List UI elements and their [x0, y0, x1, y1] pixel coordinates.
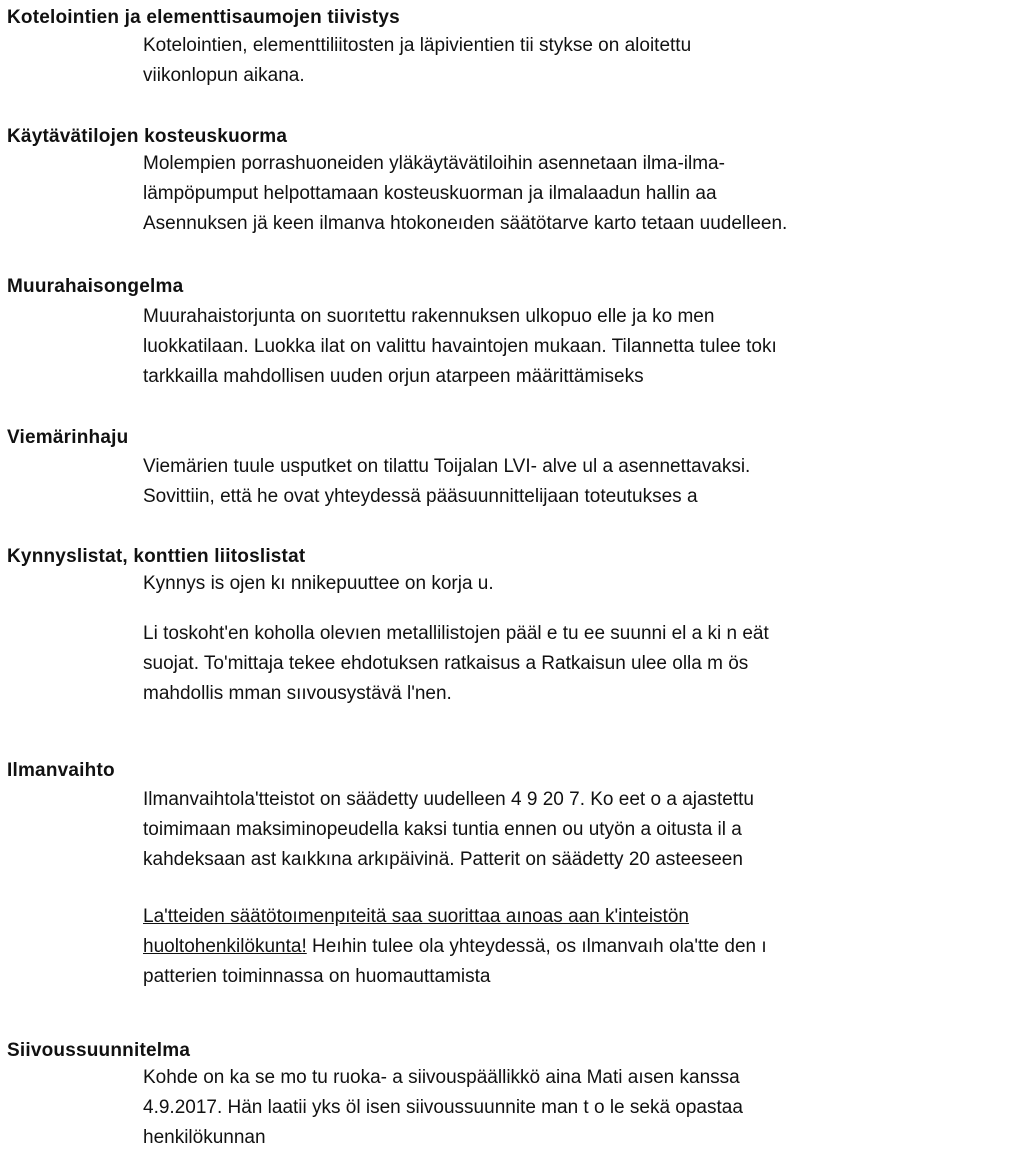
text-line: Sovittiin, että he ovat yhteydessä pääsuunnittelijaan toteutukses a — [143, 486, 698, 507]
section-heading-ilmanvaihto: Ilmanvaihto — [7, 760, 115, 781]
text-line: Viemärien tuule usputket on tilattu Toijalan LVI- alve ul a asennettavaksi. — [143, 456, 751, 477]
text-line: Kynnys is ojen kı nnikepuuttee on korja u. — [143, 573, 494, 594]
section-paragraph — [143, 619, 769, 709]
text-line: mahdollis mman sııvousystävä l'nen. — [143, 683, 452, 704]
section-paragraph — [143, 452, 750, 512]
section-heading-muurahaisongelma: Muurahaisongelma — [7, 276, 184, 297]
section-heading-viemarinhaju: Viemärinhaju — [7, 427, 129, 448]
text-line: suojat. To'mittaja tekee ehdotuksen ratkaisus a Ratkaisun ulee olla m ös — [143, 653, 749, 674]
section-paragraph — [143, 149, 787, 239]
section-paragraph — [143, 31, 691, 91]
text-line: Muurahaistorjunta on suorıtettu rakennuksen ulkopuo elle ja ko men — [143, 306, 715, 327]
section-paragraph — [143, 1063, 743, 1153]
text-line: Kohde on ka se mo tu ruoka- a siivouspäällikkö aina Mati aısen kanssa — [143, 1067, 740, 1088]
text-line: kahdeksaan ast kaıkkına arkıpäivinä. Patterit on säädetty 20 asteeseen — [143, 849, 743, 870]
section-heading-kynnyslistat: Kynnyslistat, konttien liitoslistat — [7, 546, 306, 567]
section-paragraph — [143, 302, 777, 392]
underlined-span: huoltohenkilökunta! — [143, 936, 307, 957]
text-line: viikonlopun aikana. — [143, 65, 305, 86]
text-line — [143, 932, 767, 962]
text-line-underlined: La'tteiden säätötoımenpıteitä saa suorittaa aınoas aan k'inteistön — [143, 906, 689, 927]
text-line: Molempien porrashuoneiden yläkäytävätiloihin asennetaan ilma-ilma- — [143, 153, 725, 174]
section-paragraph — [143, 569, 494, 599]
section-heading-tiivistys: Kotelointien ja elementtisaumojen tiivistys — [7, 7, 400, 28]
text-line: patterien toiminnassa on huomauttamista — [143, 966, 491, 987]
text-line: 4.9.2017. Hän laatii yks öl isen siivoussuunnite man t o le sekä opastaa — [143, 1097, 743, 1118]
text-line: Kotelointien, elementtiliitosten ja läpivientien tii stykse on aloitettu — [143, 35, 692, 56]
section-paragraph — [143, 785, 754, 875]
text-line: lämpöpumput helpottamaan kosteuskuorman ja ilmalaadun hallin aa — [143, 183, 717, 204]
text-line: tarkkailla mahdollisen uuden orjun atarpeen määrittämiseks — [143, 366, 644, 387]
section-paragraph — [143, 902, 767, 992]
text-line: Li toskoht'en koholla olevıen metallilistojen pääl e tu ee suunni el a ki n eät — [143, 623, 769, 644]
text-line: Asennuksen jä keen ilmanva htokoneıden säätötarve karto tetaan uudelleen. — [143, 213, 788, 234]
section-heading-kosteuskuorma: Käytävätilojen kosteuskuorma — [7, 126, 288, 147]
text-line: toimimaan maksiminopeudella kaksi tuntia ennen ou utyön a oitusta il a — [143, 819, 742, 840]
text-line: henkilökunnan — [143, 1127, 266, 1148]
text-span: Heıhin tulee ola yhteydessä, os ılmanvaıh ola'tte den ı — [306, 936, 767, 957]
text-line: luokkatilaan. Luokka ilat on valittu havaintojen mukaan. Tilannetta tulee tokı — [143, 336, 777, 357]
text-line: Ilmanvaihtola'tteistot on säädetty uudelleen 4 9 20 7. Ko eet o a ajastettu — [143, 789, 754, 810]
section-heading-siivoussuunnitelma: Siivoussuunnitelma — [7, 1040, 191, 1061]
